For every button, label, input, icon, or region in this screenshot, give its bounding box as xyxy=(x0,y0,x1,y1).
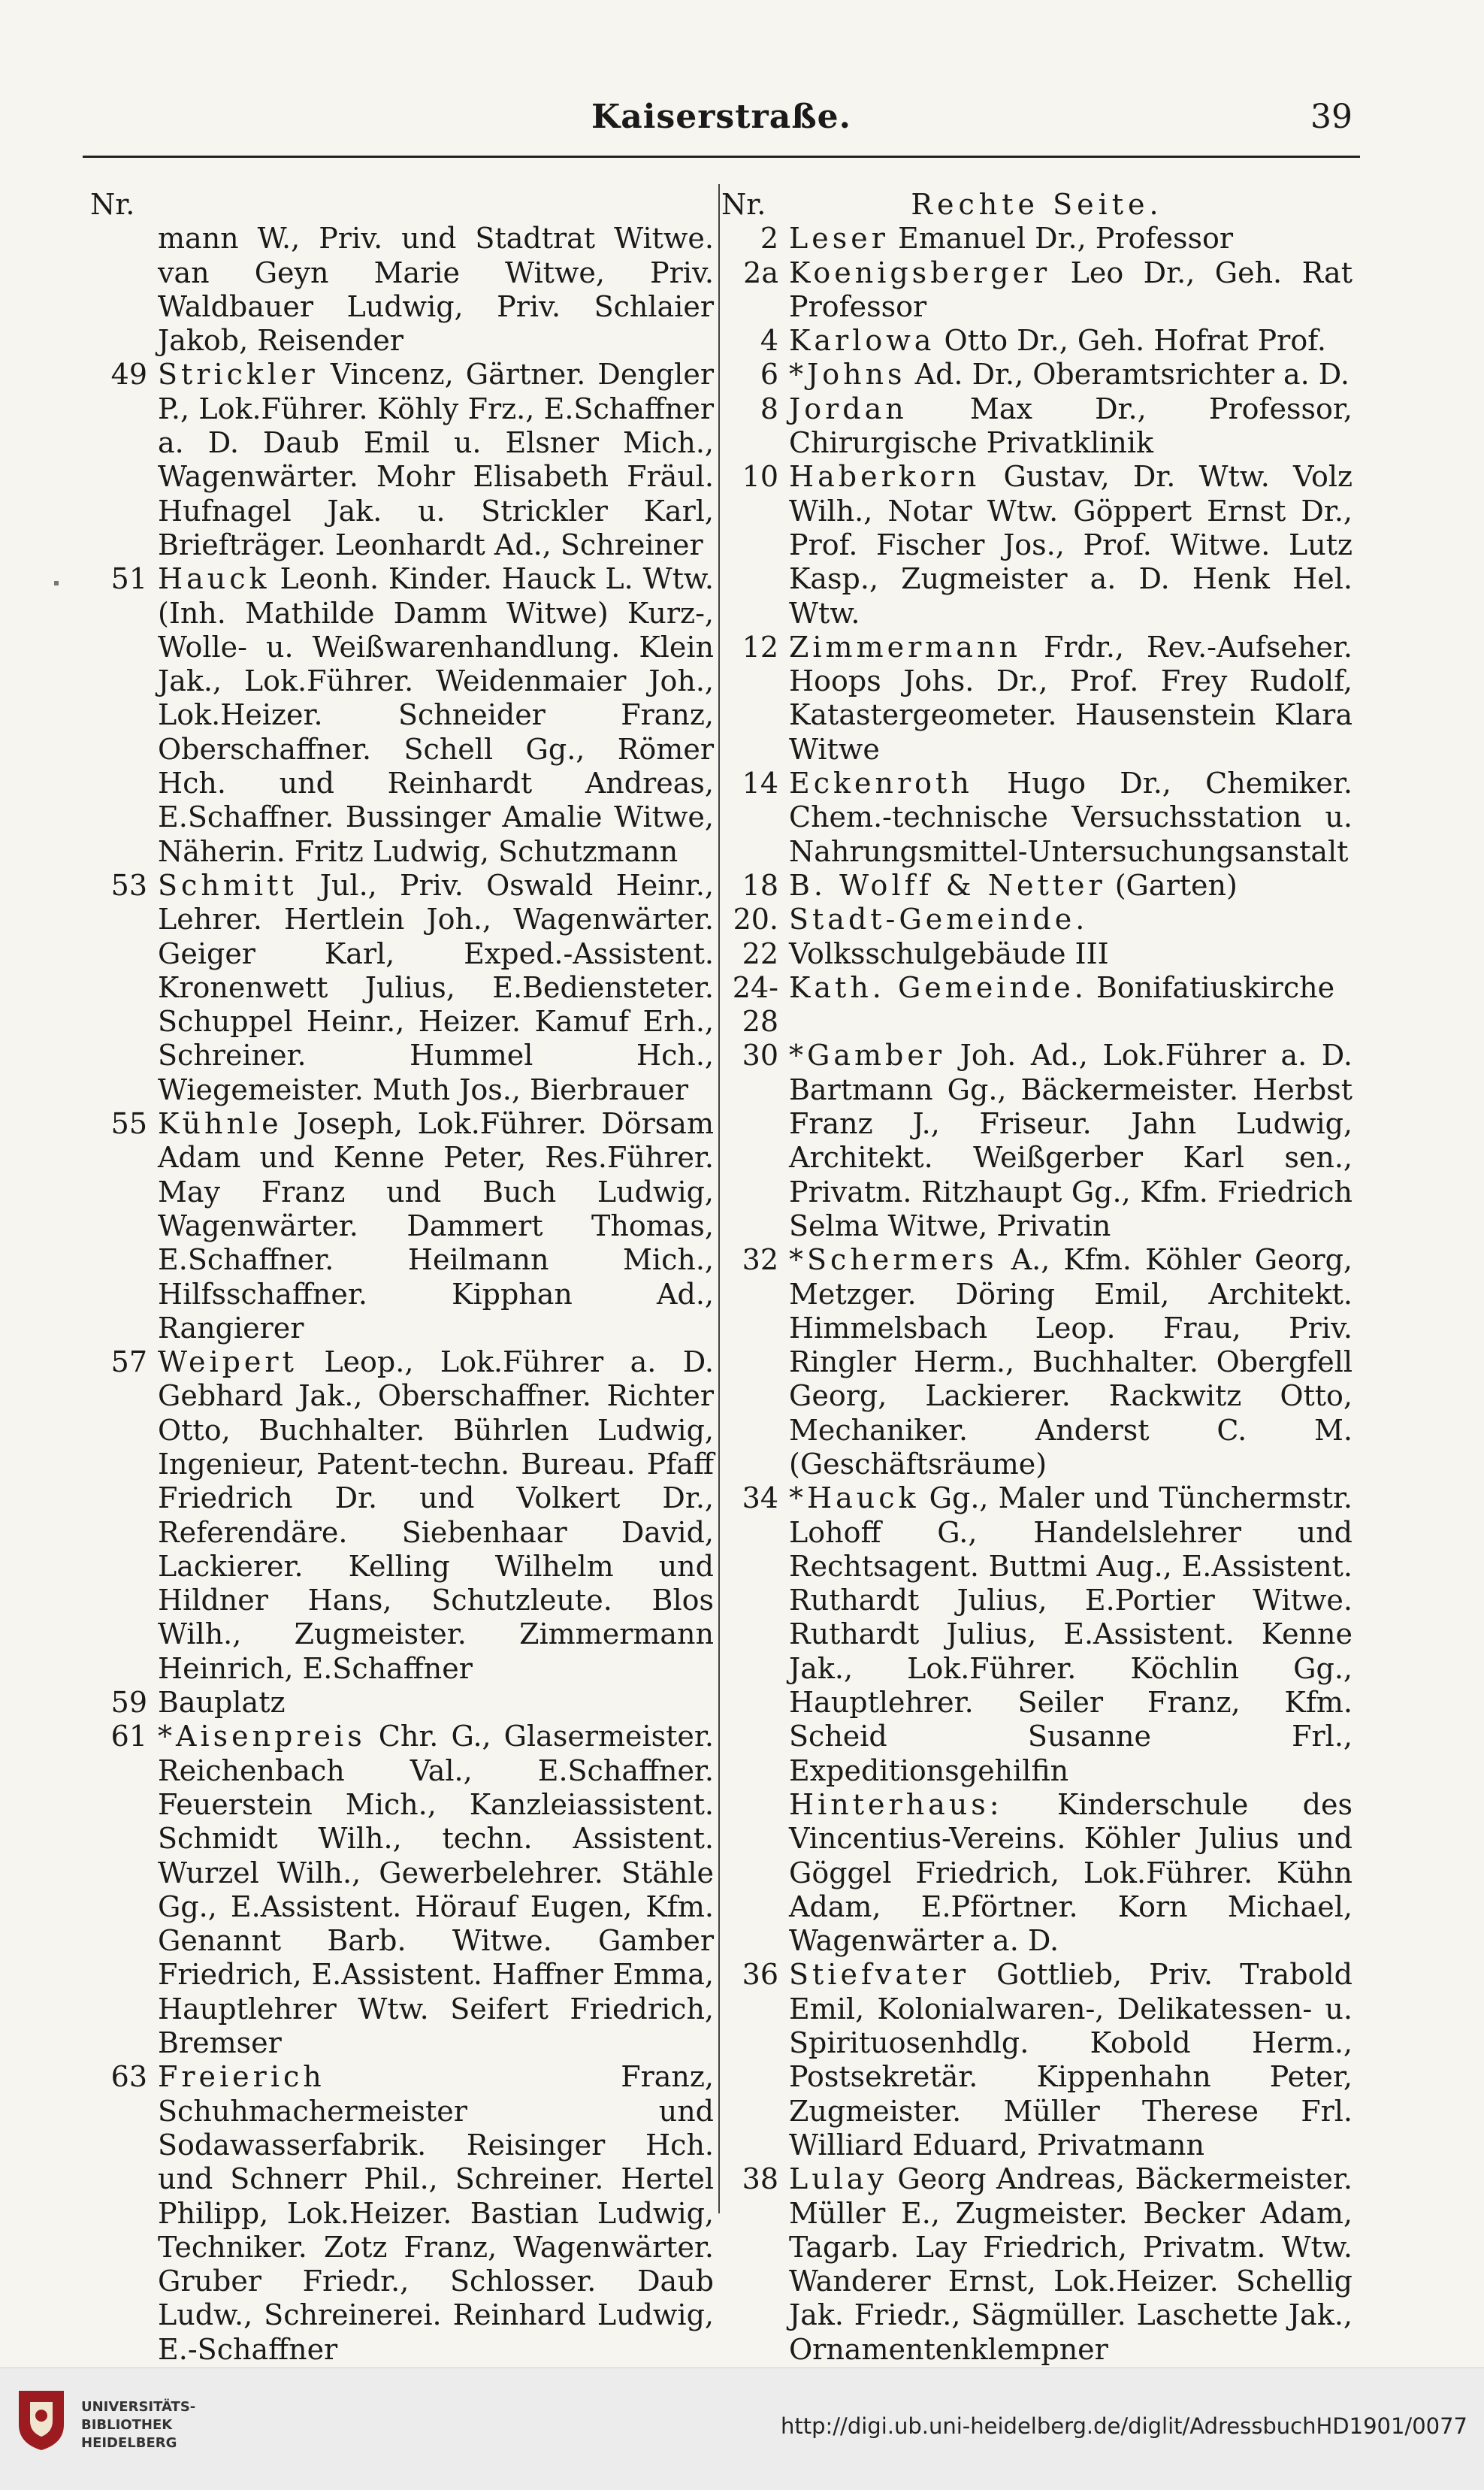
resident-name: *Hauck xyxy=(789,1481,920,1515)
house-number xyxy=(90,222,158,358)
entry-body: Bauplatz xyxy=(158,1686,286,1720)
left-column xyxy=(90,188,714,2366)
house-number: 51 xyxy=(110,562,147,596)
entry-body: Jul., Priv. Oswald Heinr., Lehrer. Hertlein Joh., Wagenwärter. Geiger Karl, Exped.-Assistent. Kronenwett Julius, E.Bediensteter. Schuppel Heinr., Heizer. Kamuf Erh., Schreiner. Hummel Hch., Wiegemeister. Muth Jos., Bierbrauer xyxy=(158,868,714,1106)
house-number: 2a xyxy=(743,256,778,289)
scan-mark xyxy=(54,581,59,585)
entry-text xyxy=(789,631,1353,767)
nr-label: Nr. xyxy=(721,188,766,221)
directory-entry xyxy=(721,1039,1353,1243)
house-number: 2 xyxy=(760,222,778,256)
side-label: Rechte Seite. xyxy=(911,188,1163,221)
house-number: 36 xyxy=(742,1958,778,1992)
resident-name: Leser xyxy=(789,222,889,256)
entry-text xyxy=(789,903,1353,971)
house-number: 10 xyxy=(742,460,778,494)
entry-text xyxy=(158,1686,714,1720)
house-number: 53 xyxy=(110,868,147,902)
directory-entry xyxy=(90,2060,714,2367)
resident-name: Eckenroth xyxy=(789,767,973,800)
resident-name: Hinterhaus: xyxy=(789,1787,1003,1821)
entry-body: Ad. Dr., Oberamtsrichter a. D. xyxy=(914,358,1350,392)
resident-name: Lulay xyxy=(789,2162,887,2196)
directory-entry xyxy=(90,358,714,562)
directory-entry xyxy=(90,562,714,869)
entry-body: Leop., Lok.Führer a. D. Gebhard Jak., Oberschaffner. Richter Otto, Buchhalter. Bührlen Ludwig, Ingenieur, Patent-techn. Bureau. Pfaff Friedrich Dr. und Volkert Dr., Referendäre. Siebenhaar David, Lackierer. Kelling Wilhelm und Hildner Hans, Schutzleute. Blos Wilh., Zugmeister. Zimmermann Heinrich, E.Schaffner xyxy=(158,1345,714,1685)
entry-body: Max Dr., Professor, Chirurgische Privatklinik xyxy=(789,392,1353,460)
page-number: 39 xyxy=(1310,98,1353,136)
house-number: 61 xyxy=(110,1720,147,1753)
entry-text xyxy=(789,1788,1353,1958)
entry-body: Chr. G., Glasermeister. Reichenbach Val., E.Schaffner. Feuerstein Mich., Kanzleiassistent. Schmidt Wilh., techn. Assistent. Wurzel Wilh., Gewerbelehrer. Stähle Gg., E.Assistent. Hörauf Eugen, Kfm. Genannt Barb. Witwe. Gamber Friedrich, E.Assistent. Haffner Emma, Hauptlehrer Wtw. Seifert Friedrich, Bremser xyxy=(158,1720,714,2060)
entry-text xyxy=(789,1481,1353,1788)
header-rule xyxy=(83,156,1360,158)
entry-body: Leonh. Kinder. Hauck L. Wtw. (Inh. Mathilde Damm Witwe) Kurz-, Wolle- u. Weißwarenhandlung. Klein Jak., Lok.Führer. Weidenmaier Joh., Lok.Heizer. Schneider Franz, Oberschaffner. Schell Gg., Römer Hch. und Reinhardt Andreas, E.Schaffner. Bussinger Amalie Witwe, Näherin. Fritz Ludwig, Schutzmann xyxy=(158,562,714,868)
entry-body: Gg., Maler und Tünchermstr. Lohoff G., Handelslehrer und Rechtsagent. Buttmi Aug., E.Assistent. Ruthardt Julius, E.Portier Witwe. Ruthardt Julius, E.Assistent. Kenne Jak., Lok.Führer. Köchlin Gg., Hauptlehrer. Seiler Franz, Kfm. Scheid Susanne Frl., Expeditionsgehilfin xyxy=(789,1481,1353,1787)
footer xyxy=(0,2367,1484,2490)
entry-text xyxy=(789,971,1353,1039)
house-number: 24-28 xyxy=(732,970,778,1039)
directory-entry xyxy=(721,1958,1353,2162)
entry-body: Kinderschule des Vincentius-Vereins. Köhler Julius und Göggel Friedrich, Lok.Führer. Kühn Adam, E.Pförtner. Korn Michael, Wagenwärter a. D. xyxy=(789,1787,1353,1958)
entry-body: Otto Dr., Geh. Hofrat Prof. xyxy=(944,324,1326,358)
entry-text xyxy=(158,2060,714,2367)
directory-entry xyxy=(721,1481,1353,1788)
directory-entry xyxy=(721,392,1353,461)
left-entries xyxy=(90,222,714,2367)
directory-entry xyxy=(721,324,1353,358)
entry-text xyxy=(789,256,1353,325)
page-title: Kaiserstraße. xyxy=(591,98,851,136)
library-logo-text xyxy=(81,2398,195,2452)
resident-name: B. Wolff & Netter xyxy=(789,868,1106,902)
directory-entry xyxy=(721,1788,1353,1958)
entry-text xyxy=(789,392,1353,461)
nr-label: Nr. xyxy=(90,188,135,221)
entry-text xyxy=(789,1958,1353,2162)
logo-line: BIBLIOTHEK xyxy=(81,2417,173,2433)
entry-text xyxy=(158,1345,714,1686)
house-number: 34 xyxy=(742,1481,778,1515)
resident-name: Hauck xyxy=(158,562,271,596)
directory-entry xyxy=(721,2162,1353,2367)
directory-entry xyxy=(90,1720,714,2060)
directory-entry xyxy=(90,222,714,358)
house-number: 32 xyxy=(742,1243,778,1277)
entry-body: Leo Dr., Geh. Rat Professor xyxy=(789,256,1353,323)
directory-entry xyxy=(90,1107,714,1345)
resident-name: Jordan xyxy=(789,392,908,425)
right-entries xyxy=(721,222,1353,2367)
resident-name: *Schermers xyxy=(789,1243,998,1277)
resident-name: Stiefvater xyxy=(789,1958,970,1992)
entry-body: Joseph, Lok.Führer. Dörsam Adam und Kenne Peter, Res.Führer. May Franz und Buch Ludwig, Wagenwärter. Dammert Thomas, E.Schaffner. Heilmann Mich., Hilfsschaffner. Kipphan Ad., Rangierer xyxy=(158,1107,714,1345)
house-number: 30 xyxy=(742,1039,778,1073)
directory-entry xyxy=(721,903,1353,971)
resident-name: Koenigsberger xyxy=(789,256,1051,289)
resident-name: Stadt-Gemeinde. xyxy=(789,903,1089,936)
house-number xyxy=(721,1788,789,1958)
directory-entry xyxy=(721,631,1353,767)
entry-body: Joh. Ad., Lok.Führer a. D. Bartmann Gg., Bäckermeister. Herbst Franz J., Friseur. Jahn Ludwig, Architekt. Weißgerber Karl sen., Privatm. Ritzhaupt Gg., Kfm. Friedrich Selma Witwe, Privatin xyxy=(789,1039,1353,1242)
entry-text xyxy=(789,767,1353,869)
house-number: 55 xyxy=(110,1107,147,1141)
resident-name: Kath. Gemeinde. xyxy=(789,970,1087,1004)
left-column-head xyxy=(90,188,714,222)
directory-entry xyxy=(90,1345,714,1686)
entry-body: Frdr., Rev.-Aufseher. Hoops Johs. Dr., Prof. Frey Rudolf, Katastergeometer. Hausenstein Klara Witwe xyxy=(789,630,1353,766)
house-number: 63 xyxy=(110,2060,147,2094)
house-number: 59 xyxy=(110,1686,147,1720)
directory-entry xyxy=(721,971,1353,1039)
resident-name: *Aisenpreis xyxy=(158,1720,366,1753)
entry-text xyxy=(158,869,714,1107)
entry-body: Gustav, Dr. Wtw. Volz Wilh., Notar Wtw. Göppert Ernst Dr., Prof. Fischer Jos., Prof. Witwe. Lutz Kasp., Zugmeister a. D. Henk Hel. Wtw. xyxy=(789,460,1353,630)
source-url-link[interactable]: http://digi.ub.uni-heidelberg.de/diglit/AdressbuchHD1901/0077 xyxy=(780,2413,1467,2439)
entry-body: Vincenz, Gärtner. Dengler P., Lok.Führer. Köhly Frz., E.Schaffner a. D. Daub Emil u. Elsner Mich., Wagenwärter. Mohr Elisabeth Fräul. Hufnagel Jak. u. Strickler Karl, Briefträger. Leonhardt Ad., Schreiner xyxy=(158,358,714,561)
resident-name: Zimmermann xyxy=(789,630,1021,664)
entry-body: Bonifatiuskirche xyxy=(1096,970,1335,1004)
entry-body: (Garten) xyxy=(1114,868,1238,902)
house-number: 18 xyxy=(742,868,778,902)
resident-name: *Gamber xyxy=(789,1039,946,1073)
resident-name: Freierich xyxy=(158,2060,325,2094)
entry-body: Hugo Dr., Chemiker. Chem.-technische Versuchsstation u. Nahrungsmittel-Untersuchungsanstalt xyxy=(789,767,1353,868)
right-column xyxy=(721,188,1353,2366)
resident-name: Kühnle xyxy=(158,1107,283,1141)
house-number: 20. 22 xyxy=(733,903,778,970)
entry-text xyxy=(789,460,1353,630)
resident-name: Haberkorn xyxy=(789,460,981,494)
house-number: 49 xyxy=(110,358,147,392)
entry-body: Franz, Schuhmachermeister und Sodawasserfabrik. Reisinger Hch. und Schnerr Phil., Schreiner. Hertel Philipp, Lok.Heizer. Bastian Ludwig, Techniker. Zotz Franz, Wagenwärter. Gruber Friedr., Schlosser. Daub Ludw., Schreinerei. Reinhard Ludwig, E.-Schaffner xyxy=(158,2060,714,2366)
entry-body: A., Kfm. Köhler Georg, Metzger. Döring Emil, Architekt. Himmelsbach Leop. Frau, Priv. Ringler Herm., Buchhalter. Obergfell Georg, Lackierer. Rackwitz Otto, Mechaniker. Anderst C. M. (Geschäftsräume) xyxy=(789,1243,1353,1481)
directory-entry xyxy=(721,1243,1353,1481)
resident-name: Schmitt xyxy=(158,868,298,902)
entry-text xyxy=(789,1243,1353,1481)
entry-text xyxy=(158,1107,714,1345)
resident-name: Karlowa xyxy=(789,324,935,358)
logo-line: UNIVERSITÄTS- xyxy=(81,2399,196,2415)
directory-entry xyxy=(90,869,714,1107)
house-number: 14 xyxy=(742,767,778,800)
entry-body: Gottlieb, Priv. Trabold Emil, Kolonialwaren-, Delikatessen- u. Spirituosenhdlg. Kobold Herm., Postsekretär. Kippenhahn Peter, Zugmeister. Müller Therese Frl. Williard Eduard, Privatmann xyxy=(789,1958,1353,2162)
house-number: 38 xyxy=(742,2162,778,2196)
entry-text xyxy=(158,222,714,358)
entry-text xyxy=(789,222,1353,256)
resident-name: Strickler xyxy=(158,358,319,392)
directory-entry xyxy=(721,256,1353,325)
house-number: 12 xyxy=(742,630,778,664)
entry-body: Emanuel Dr., Professor xyxy=(897,222,1233,256)
university-seal-icon xyxy=(15,2387,68,2452)
house-number: 4 xyxy=(760,324,778,358)
page-header xyxy=(83,90,1360,158)
directory-entry xyxy=(721,869,1353,903)
directory-entry xyxy=(721,222,1353,256)
directory-entry xyxy=(721,358,1353,392)
directory-entry xyxy=(90,1686,714,1720)
resident-name: Weipert xyxy=(158,1345,298,1379)
entry-text xyxy=(789,869,1353,903)
entry-text xyxy=(789,324,1353,358)
entry-text xyxy=(158,1720,714,2060)
directory-entry xyxy=(721,460,1353,630)
right-column-head xyxy=(721,188,1353,222)
directory-entry xyxy=(721,767,1353,869)
column-divider xyxy=(718,184,720,2213)
entry-body: Georg Andreas, Bäckermeister. Müller E., Zugmeister. Becker Adam, Tagarb. Lay Friedrich, Privatm. Wtw. Wanderer Ernst, Lok.Heizer. Schellig Jak. Friedr., Sägmüller. Laschette Jak., Ornamentenklempner xyxy=(789,2162,1353,2366)
entry-body: mann W., Priv. und Stadtrat Witwe. van Geyn Marie Witwe, Priv. Waldbauer Ludwig, Priv. Schlaier Jakob, Reisender xyxy=(158,222,714,358)
entry-text xyxy=(789,358,1353,392)
house-number: 6 xyxy=(760,358,778,392)
entry-text xyxy=(789,2162,1353,2367)
entry-body: Volksschulgebäude III xyxy=(789,936,1109,970)
entry-text xyxy=(789,1039,1353,1243)
resident-name: *Johns xyxy=(789,358,906,392)
entry-text xyxy=(158,562,714,869)
house-number: 8 xyxy=(760,392,778,425)
entry-text xyxy=(158,358,714,562)
logo-line: HEIDELBERG xyxy=(81,2435,177,2451)
house-number: 57 xyxy=(110,1345,147,1379)
